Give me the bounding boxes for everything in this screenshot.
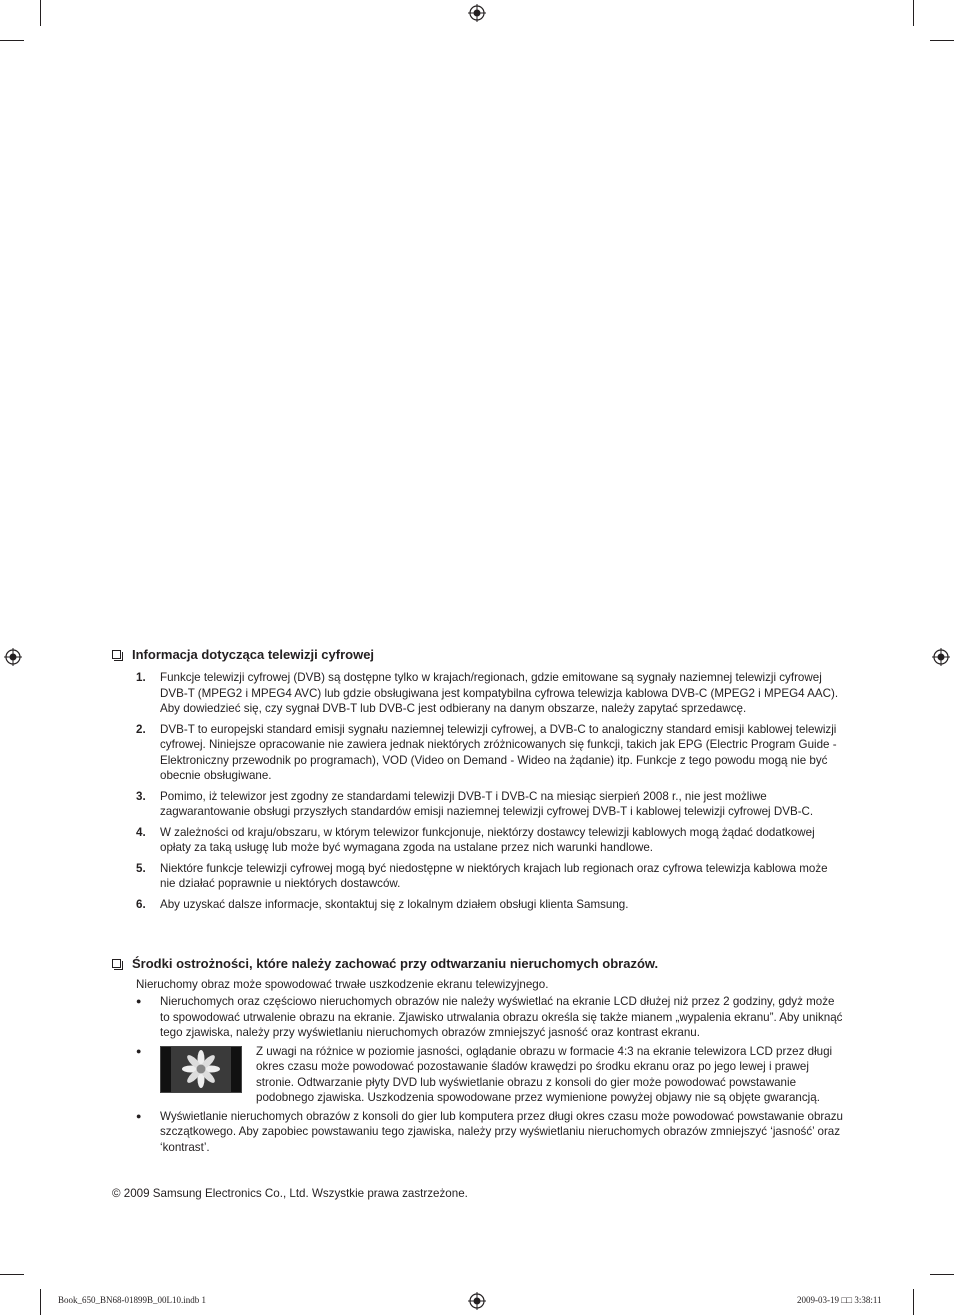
list-item (136, 994, 844, 1041)
item-text: W zależności od kraju/obszaru, w którym telewizor funkcjonuje, niektórzy dostawcy telewizji kablowych mogą żądać dodatkowej opłaty za taką usługę lub może być wymagana zgoda na ustalane przez nich warunki handlowe. (160, 825, 815, 854)
item-text: Funkcje telewizji cyfrowej (DVB) są dostępne tylko w krajach/regionach, gdzie emitowane są sygnały naziemnej telewizji cyfrowej DVB-T (MPEG2 i MPEG4 AVC) lub gdzie obsługiwana jest kompatybilna cyfrowa telewizja kablowa DVB-C (MPEG2 i MPEG4 AAC). Aby dowiedzieć się, czy sygnał DVB-T lub DVB-C jest odbierany na danym obszarze, należy zapytać sprzedawcę. (160, 671, 839, 715)
item-number: 6. (136, 897, 146, 911)
registration-mark-icon (468, 1292, 486, 1310)
list-item (136, 897, 841, 913)
checkbox-icon (112, 959, 121, 968)
crop-mark (40, 0, 41, 26)
registration-mark-icon (4, 648, 22, 666)
crop-mark (930, 40, 954, 41)
numbered-list (136, 670, 841, 917)
crop-mark (930, 1274, 954, 1275)
registration-mark-icon (468, 4, 486, 22)
list-item (136, 1109, 844, 1156)
footer-file-info: Book_650_BN68-01899B_00L10.indb 1 (58, 1295, 207, 1305)
list-item (136, 789, 841, 820)
list-item (136, 1044, 844, 1106)
bullet-icon: ● (136, 1045, 142, 1056)
list-item (136, 722, 841, 784)
flower-image (160, 1046, 242, 1093)
item-number: 2. (136, 722, 146, 736)
list-item (136, 861, 841, 892)
list-item (136, 825, 841, 856)
copyright-notice: © 2009 Samsung Electronics Co., Ltd. Wszystkie prawa zastrzeżone. (112, 1187, 468, 1200)
item-text: Niektóre funkcje telewizji cyfrowej mogą być niedostępne w niektórych krajach lub regionach oraz cyfrowa telewizja kablowa może nie działać poprawnie u niektórych dostawców. (160, 861, 828, 890)
heading-text: Środki ostrożności, które należy zachować przy odtwarzaniu nieruchomych obrazów. (132, 956, 659, 971)
item-text: Z uwagi na różnice w poziomie jasności, oglądanie obrazu w formacie 4:3 na ekranie telewizora LCD przez długi okres czasu może powodować pozostawanie śladów krawędzi po środku ekranu oraz po jego lewej i prawej stronie. Odtwarzanie płyty DVD lub wyświetlanie obrazu z konsoli do gier może powodować powstawanie podobnego zjawiska. Uszkodzenia spowodowane przez wymienione powyżej objawy nie są objęte gwarancją. (256, 1044, 833, 1104)
item-content (160, 1044, 844, 1106)
crop-mark (40, 1289, 41, 1315)
item-text: Nieruchomych oraz częściowo nieruchomych obrazów nie należy wyświetlać na ekranie LCD dłużej niż przez 2 godziny, gdyż może to spowodować utrwalenie obrazu na ekranie. Zjawisko utrwalania obrazu określa się także mianem „wypalenia ekranu”. Aby uniknąć tego zjawiska, należy przy wyświetlaniu nieruchomych obrazów zmniejszyć jasność oraz kontrast ekranu. (160, 995, 843, 1039)
crop-mark (0, 40, 24, 41)
flower-illustration (161, 1047, 241, 1092)
item-number: 3. (136, 789, 146, 803)
crop-mark (913, 1289, 914, 1315)
item-number: 5. (136, 861, 146, 875)
crop-mark (0, 1274, 24, 1275)
list-item (136, 670, 841, 717)
item-text: DVB-T to europejski standard emisji sygnału naziemnej telewizji cyfrowej, a DVB-C to analogiczny standard emisji kablowej telewizji cyfrowej. Niniejsze opracowanie nie zawiera jednak niektórych zróżnicowanych się funkcji, takich jak EPG (Electric Program Guide - Elektroniczny przewodnik po programach), VOD (Video on Demand - Wideo na żądanie) itp. Funkcje z tego powodu mogą nie być obecnie obsługiwane. (160, 722, 837, 782)
item-number: 4. (136, 825, 146, 839)
checkbox-icon (112, 650, 121, 659)
item-number: 1. (136, 671, 146, 684)
section-heading-still-images (112, 956, 658, 971)
item-text: Pomimo, iż telewizor jest zgodny ze standardami telewizji DVB-T i DVB-C na miesiąc sierpień 2008 r., nie jest możliwe zagwarantowanie obsługi przyszłych standardów emisji naziemnej telewizji cyfrowej DVB-T i kablowej telewizji cyfrowej DVB-C. (160, 789, 814, 818)
bullet-icon: ● (136, 996, 142, 1006)
heading-text: Informacja dotycząca telewizji cyfrowej (132, 647, 375, 662)
registration-mark-icon (932, 648, 950, 666)
crop-mark (913, 0, 914, 26)
footer-timestamp: 2009-03-19 □□ 3:38:11 (797, 1295, 882, 1305)
bullet-list (136, 994, 844, 1158)
bullet-icon: ● (136, 1110, 142, 1121)
item-text: Aby uzyskać dalsze informacje, skontaktuj się z lokalnym działem obsługi klienta Samsung. (160, 897, 629, 911)
section-heading-digital-tv (112, 647, 374, 662)
item-text: Wyświetlanie nieruchomych obrazów z konsoli do gier lub komputera przez długi okres czasu może powodować powstawanie obrazu szczątkowego. Aby zapobiec powstawaniu tego zjawiska, należy przy wyświetlaniu nieruchomych obrazów zmniejszyć ‘jasność’ oraz ‘kontrast’. (160, 1109, 843, 1154)
section-intro: Nieruchomy obraz może spowodować trwałe uszkodzenie ekranu telewizyjnego. (136, 978, 549, 991)
